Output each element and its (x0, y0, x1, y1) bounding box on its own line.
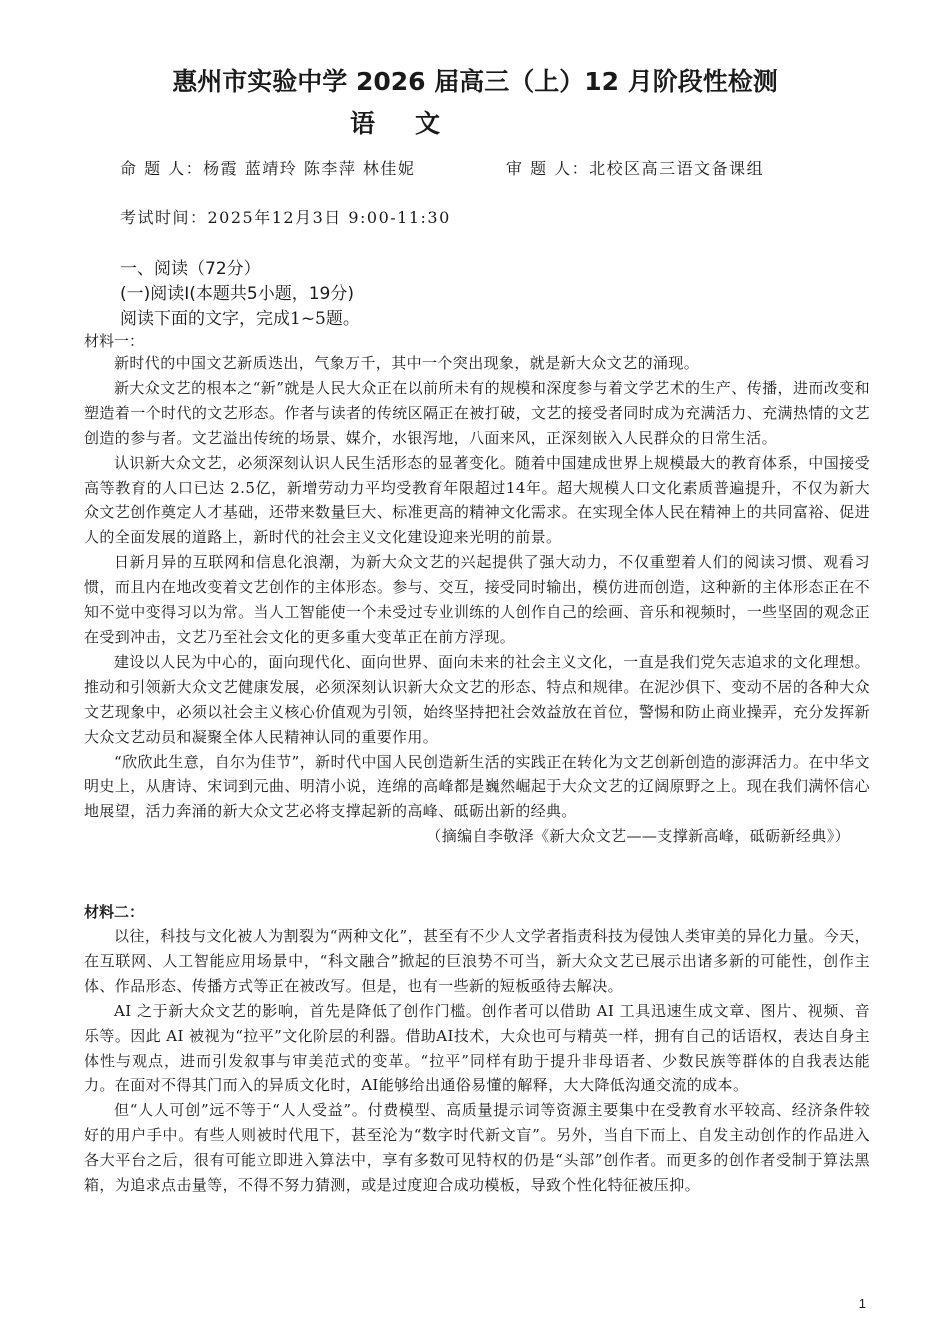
material1-paragraph: 认识新大众文艺，必须深刻认识人民生活形态的显著变化。随着中国建成世界上规模最大的教育体系，中国接受高等教育的人口已达 2.5亿，新增劳动力平均受教育年限超过14年。超大规模人口文化素质普遍提升，不仅为新大众文艺创作奠定人才基础，还带来数量巨大、标准更高的精神文化需求。在实现全体人民在精神上的共同富裕、促进人的全面发展的道路上，新时代的社会主义文化建设迎来光明的前景。 (84, 453, 870, 547)
material1-paragraph: 新大众文艺的根本之“新”就是人民大众正在以前所未有的规模和深度参与着文学艺术的生产、传播，进而改变和塑造着一个时代的文艺形态。作者与读者的传统区隔正在被打破，文艺的接受者同时成为充满活力、充满热情的文艺创造的参与者。文艺溢出传统的场景、媒介，水银泻地，八面来风，正深刻嵌入人民群众的日常生活。 (84, 378, 870, 447)
material1-label: 材料一： (84, 332, 145, 350)
section-heading: 一、阅读（72分） (120, 259, 261, 279)
page-number: 1 (858, 1296, 866, 1311)
material2-paragraph: AI 之于新大众文艺的影响，首先是降低了创作门槛。创作者可以借助 AI 工具迅速生成文章、图片、视频、音乐等。因此 AI 被视为“拉平”文化阶层的利器。借助AI技术，大众也可与精英一样，拥有自己的话语权，表达自身主体性与观点，进而引发叙事与审美范式的变革。“拉平”同样有助于提升非母语者、少数民族等群体的自我表达能力。在面对不得其门而入的异质文化时，AI能够给出通俗易懂的解释，大大降低沟通交流的成本。 (84, 1001, 870, 1095)
material2-body (84, 924, 870, 1198)
authors-line: 命 题 人：杨霞 蓝靖玲 陈李萍 林佳妮 (120, 159, 416, 178)
exam-title: 惠州市实验中学 2026 届高三（上）12 月阶段性检测 (172, 67, 778, 96)
subject-title: 语文 (349, 109, 480, 138)
material1-body (84, 351, 870, 849)
reviewers-line: 审 题 人：北校区高三语文备课组 (506, 159, 765, 178)
material1-paragraph: 新时代的中国文艺新质迭出，气象万千，其中一个突出现象，就是新大众文艺的涌现。 (114, 354, 700, 372)
material1-paragraph: 建设以人民为中心的，面向现代化、面向世界、面向未来的社会主义文化，一直是我们党矢志追求的文化理想。推动和引领新大众文艺健康发展，必须深刻认识新大众文艺的形态、特点和规律。在泥沙俱下、变动不居的各种大众文艺现象中，必须以社会主义核心价值观为引领，始终坚持把社会效益放在首位，警惕和防止商业操弄，充分发挥新大众文艺动员和凝聚全体人民精神认同的重要作用。 (84, 652, 870, 746)
exam-time: 考试时间：2025年12月3日 9:00-11:30 (120, 208, 451, 227)
material1-paragraph: 日新月异的互联网和信息化浪潮，为新大众文艺的兴起提供了强大动力，不仅重塑着人们的阅读习惯、观看习惯，而且内在地改变着文艺创作的主体形态。参与、交互，接受同时输出，模仿进而创造，这种新的主体形态正在不知不觉中变得习以为常。当人工智能使一个未受过专业训练的人创作自己的绘画、音乐和视频时，一些坚固的观念正在受到冲击，文艺乃至社会文化的更多重大变革正在前方浮现。 (84, 553, 870, 646)
material1-paragraph: “欣欣此生意，自尔为佳节”，新时代中国人民创造新生活的实践正在转化为文艺创新创造的澎湃活力。在中华文明史上，从唐诗、宋词到元曲、明清小说，连绵的高峰都是巍然崛起于大众文艺的辽阔原野之上。现在我们满怀信心地展望，活力奔涌的新大众文艺必将支撑起新的高峰、砥砺出新的经典。 (84, 752, 870, 821)
material2-label: 材料二： (84, 903, 145, 921)
material2-paragraph: 但“人人可创”远不等于“人人受益”。付费模型、高质量提示词等资源主要集中在受教育水平较高、经济条件较好的用户手中。有些人则被时代甩下，甚至沦为“数字时代新文盲”。另外，当自下而上、自发主动创作的作品进入各大平台之后，很有可能立即进入算法中，享有多数可见特权的仍是“头部”创作者。而更多的创作者受制于算法黑箱，为追求点击量等，不得不努力猜测，或是过度迎合成功模板，导致个性化特征被压抑。 (84, 1101, 870, 1195)
material2-paragraph: 以往，科技与文化被人为割裂为“两种文化”，甚至有不少人文学者指责科技为侵蚀人类审美的异化力量。今天，在互联网、人工智能应用场景中，“科文融合”掀起的巨浪势不可当，新大众文艺已展示出诸多新的可能性，创作主体、作品形态、传播方式等正在被改写。但是，也有一些新的短板亟待去解决。 (84, 927, 870, 995)
section-subheading: (一)阅读Ⅰ(本题共5小题，19分) (120, 284, 354, 304)
reading-instruction: 阅读下面的文字，完成1~5题。 (120, 309, 360, 329)
material1-source: （摘编自李敬泽《新大众文艺——支撑新高峰，砥砺新经典》） (426, 827, 850, 846)
